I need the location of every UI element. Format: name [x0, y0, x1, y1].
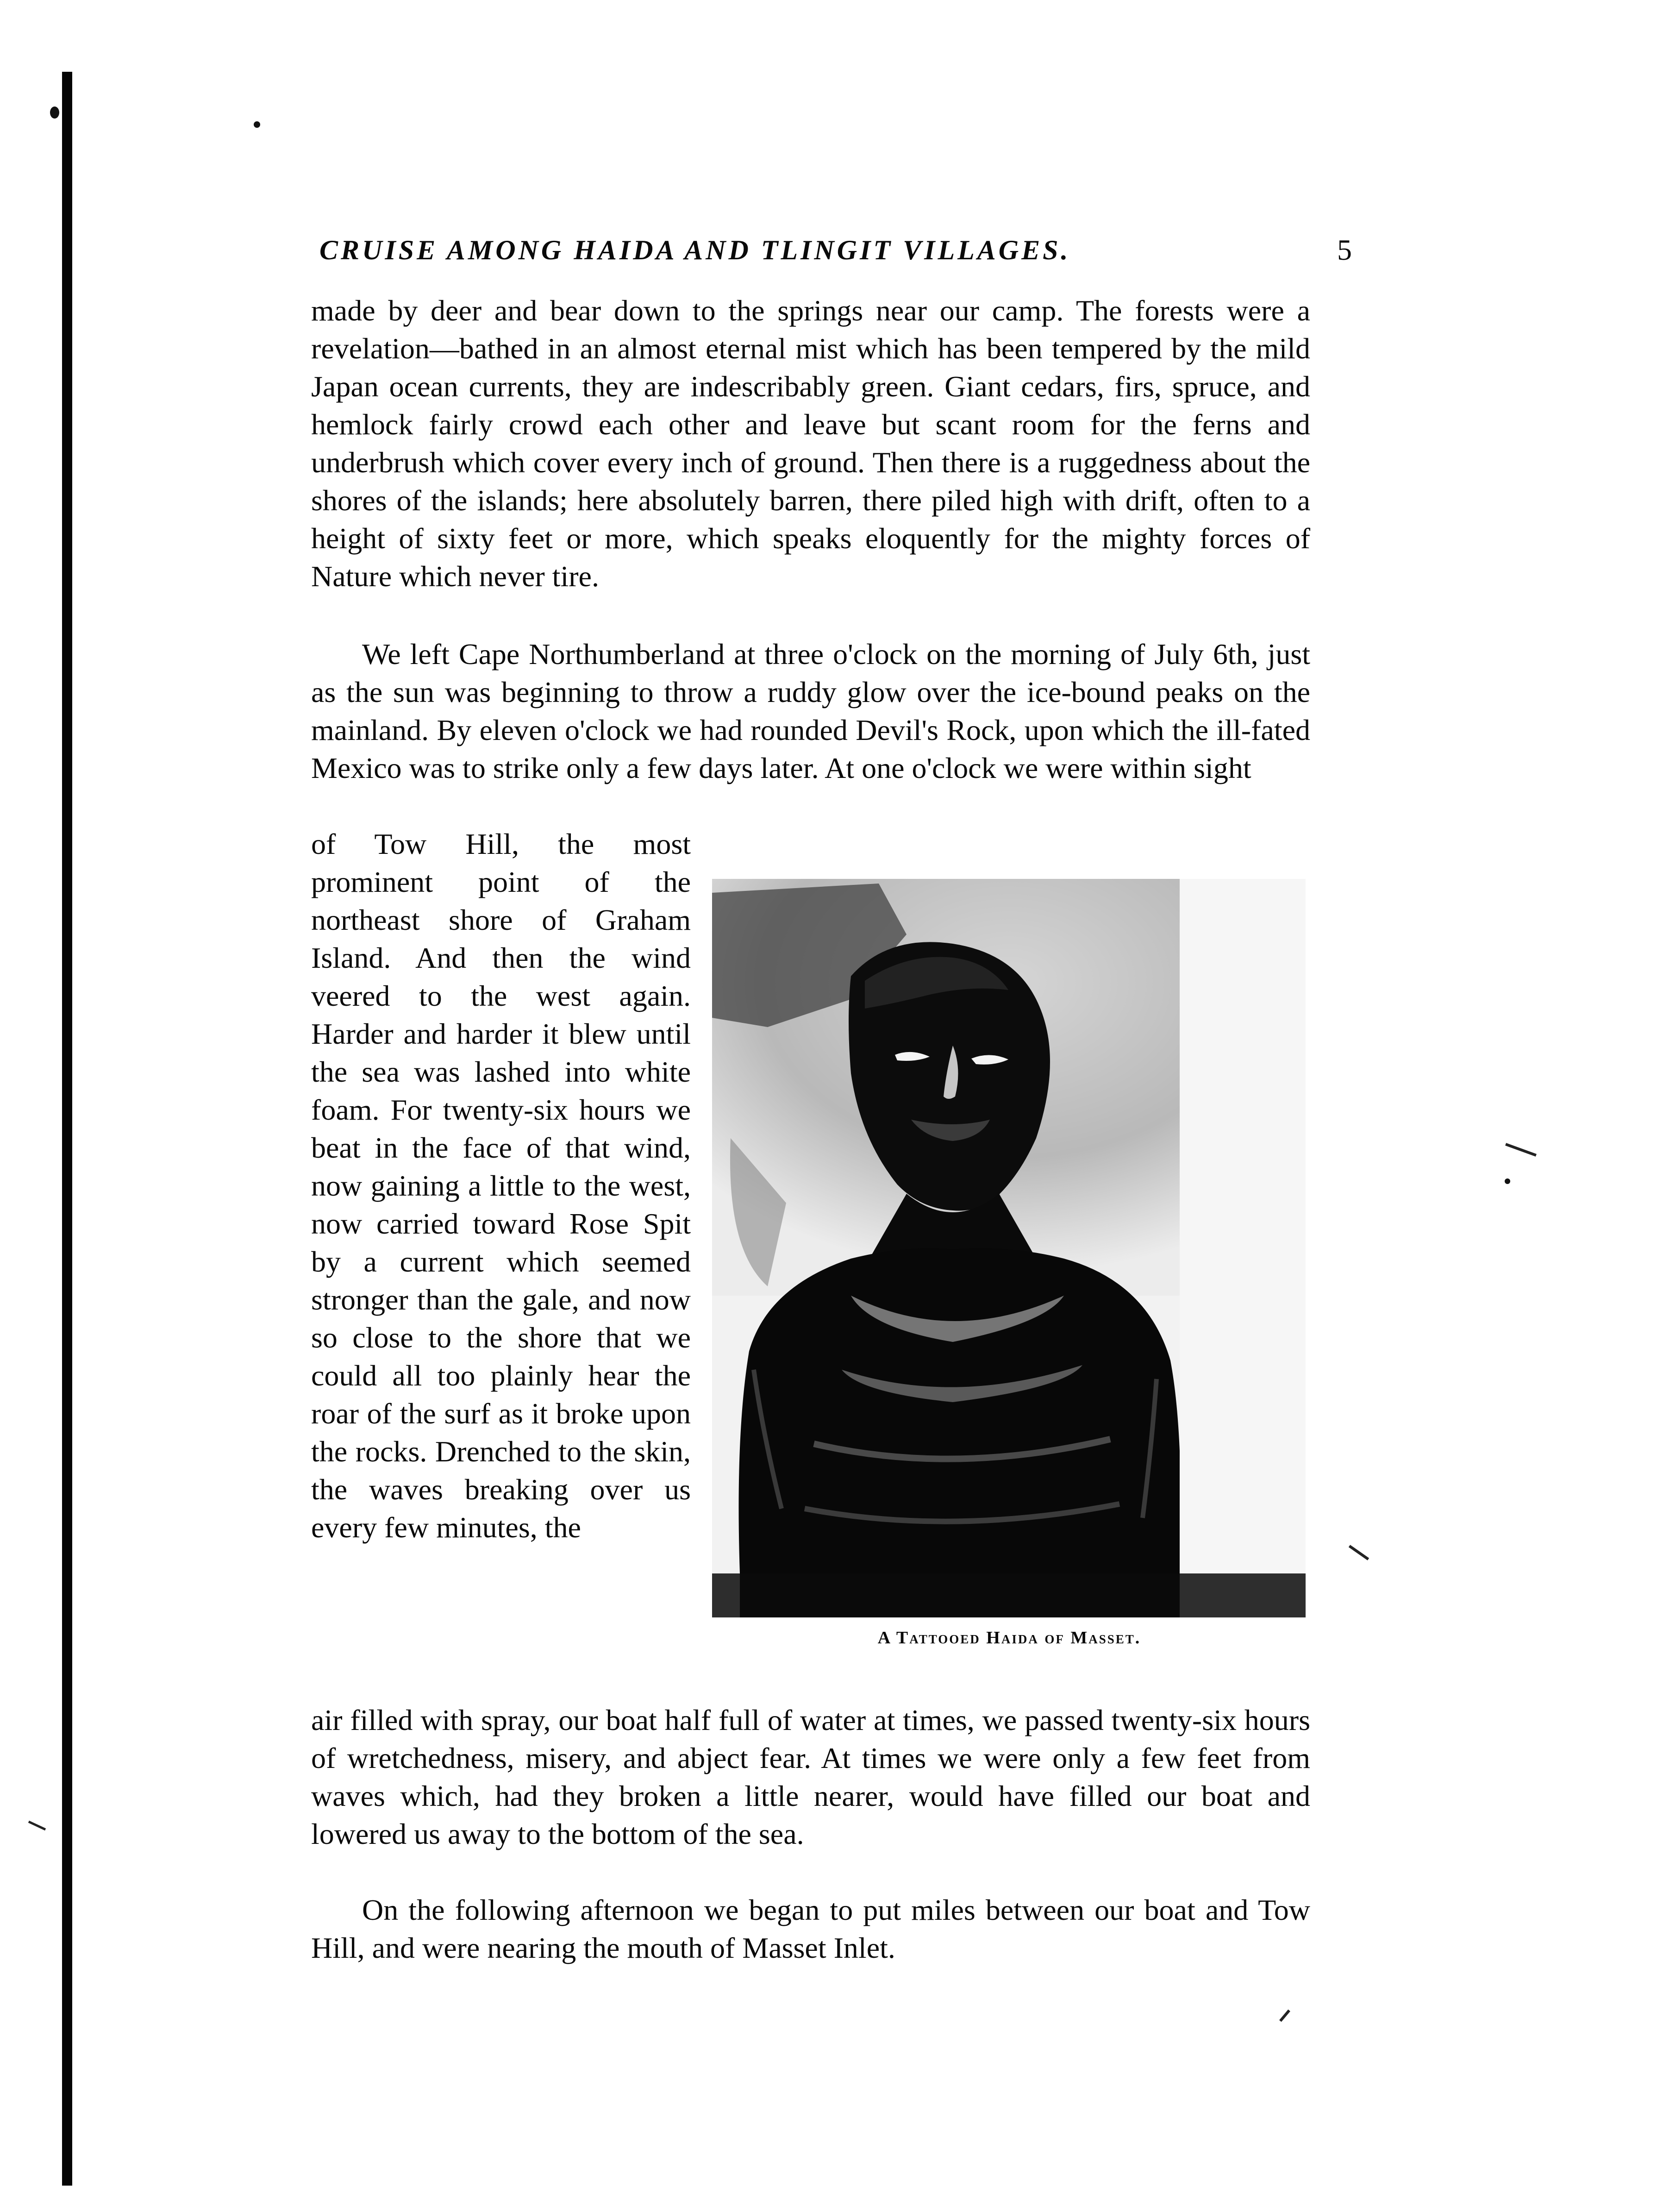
running-title: CRUISE AMONG HAIDA AND TLINGIT VILLAGES. [319, 234, 1071, 265]
scan-speck [50, 107, 59, 119]
paragraph-second: We left Cape Northumberland at three o'clock on the morning of July 6th, just as the sun was beginning to throw a ruddy glow over the ice-bound peaks on the mainland. By eleven o'clock we had rounded Devil's Rock, upon which the ill-fated Mexico was to strike only a few days later. At one o'clock we were within sight [311, 638, 1310, 784]
scan-speck [254, 121, 260, 128]
scan-mark [1505, 1143, 1537, 1157]
paragraph-last: On the following afternoon we began to put miles between our boat and Tow Hill, and were nearing the mouth of Masset Inlet. [311, 1893, 1310, 1964]
paragraph-top: made by deer and bear down to the springs near our camp. The forests were a revelation—bathed in an almost eternal mist which has been tempered by the mild Japan ocean currents, they are indescribably green. Giant cedars, firs, spruce, and hemlock fairly crowd each other and leave but scant room for the ferns and underbrush which cover every inch of ground. Then there is a ruggedness about the shores of the islands; here absolutely barren, there piled high with drift, often to a height of sixty feet or more, which speaks eloquently for the mighty forces of Nature which never tire. [311, 294, 1310, 593]
scan-mark [1349, 1545, 1369, 1560]
page-number: 5 [1337, 233, 1352, 266]
scan-speck [1505, 1178, 1510, 1184]
portrait-photograph [712, 879, 1306, 1617]
paragraph-wrap-column: of Tow Hill, the most prominent point of the northeast shore of Graham Island. And then the wind veered to the west again. Harder and harder it blew until the sea was lashed into white foam. For twenty-six hours we beat in the face of that wind, now gaining a little to the west, now carried toward Rose Spit by a current which seemed stronger than the gale, and now so close to the shore that we could all too plainly hear the roar of the surf as it broke upon the rocks. Drenched to the skin, the waves breaking over us every few minutes, the [311, 827, 691, 1544]
running-head [319, 225, 1352, 276]
scan-mark [28, 1821, 46, 1830]
scan-mark [1279, 2010, 1290, 2022]
paragraph-continued: air filled with spray, our boat half full of water at times, we passed twenty-six hours of wretchedness, misery, and abject fear. At times we were only a few feet from waves which, had they broken a little nearer, would have filled our boat and lowered us away to the bottom of the sea. [311, 1704, 1310, 1850]
figure-caption: A Tattooed Haida of Masset. [877, 1628, 1141, 1648]
binding-edge-line [62, 72, 72, 2186]
